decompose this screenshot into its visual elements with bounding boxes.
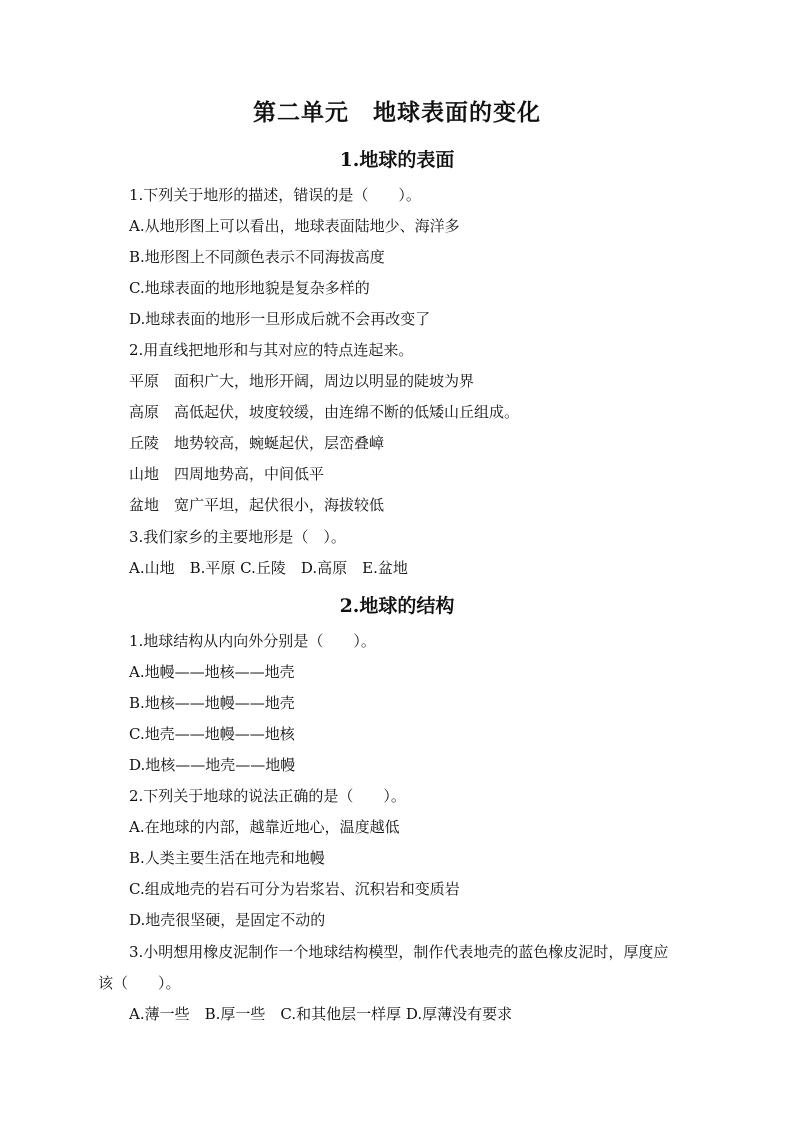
option-2-2-d: D.地壳很坚硬，是固定不动的 bbox=[129, 911, 326, 929]
options-1-3: A.山地 B.平原 C.丘陵 D.高原 E.盆地 bbox=[129, 559, 408, 577]
section-title-structure: 2.地球的结构 bbox=[339, 595, 455, 617]
match-row-hills: 丘陵 地势较高，蜿蜒起伏，层峦叠嶂 bbox=[129, 434, 385, 452]
option-2-1-a: A.地幔——地核——地壳 bbox=[129, 663, 295, 681]
options-2-3: A.薄一些 B.厚一些 C.和其他层一样厚 D.厚薄没有要求 bbox=[129, 1005, 513, 1023]
option-2-1-b: B.地核——地幔——地壳 bbox=[129, 694, 295, 712]
option-1-1-c: C.地球表面的地形地貌是复杂多样的 bbox=[129, 279, 370, 297]
unit-title: 第二单元 地球表面的变化 bbox=[253, 99, 541, 126]
option-1-1-a: A.从地形图上可以看出，地球表面陆地少、海洋多 bbox=[129, 217, 460, 235]
option-2-2-a: A.在地球的内部，越靠近地心，温度越低 bbox=[129, 818, 400, 836]
question-1-1: 1.下列关于地形的描述，错误的是（ ）。 bbox=[129, 186, 421, 204]
match-row-plain: 平原 面积广大，地形开阔，周边以明显的陡坡为界 bbox=[129, 372, 475, 390]
question-2-2: 2.下列关于地球的说法正确的是（ ）。 bbox=[129, 787, 406, 805]
question-2-3-continued: 该（ ）。 bbox=[98, 974, 181, 992]
match-row-plateau: 高原 高低起伏，坡度较缓，由连绵不断的低矮山丘组成。 bbox=[129, 403, 520, 421]
match-row-basin: 盆地 宽广平坦，起伏很小，海拔较低 bbox=[129, 496, 385, 514]
option-2-2-b: B.人类主要生活在地壳和地幔 bbox=[129, 849, 325, 867]
question-1-3: 3.我们家乡的主要地形是（ ）。 bbox=[129, 528, 346, 546]
option-2-1-d: D.地核——地壳——地幔 bbox=[129, 756, 296, 774]
option-2-2-c: C.组成地壳的岩石可分为岩浆岩、沉积岩和变质岩 bbox=[129, 880, 460, 898]
question-2-3: 3.小明想用橡皮泥制作一个地球结构模型，制作代表地壳的蓝色橡皮泥时，厚度应 bbox=[129, 943, 669, 961]
question-2-1: 1.地球结构从内向外分别是（ ）。 bbox=[129, 632, 376, 650]
option-1-1-b: B.地形图上不同颜色表示不同海拔高度 bbox=[129, 248, 385, 266]
option-1-1-d: D.地球表面的地形一旦形成后就不会再改变了 bbox=[129, 310, 431, 328]
question-1-2: 2.用直线把地形和与其对应的特点连起来。 bbox=[129, 341, 414, 359]
match-row-mountain: 山地 四周地势高，中间低平 bbox=[129, 465, 325, 483]
section-title-surface: 1.地球的表面 bbox=[339, 149, 455, 171]
option-2-1-c: C.地壳——地幔——地核 bbox=[129, 725, 295, 743]
